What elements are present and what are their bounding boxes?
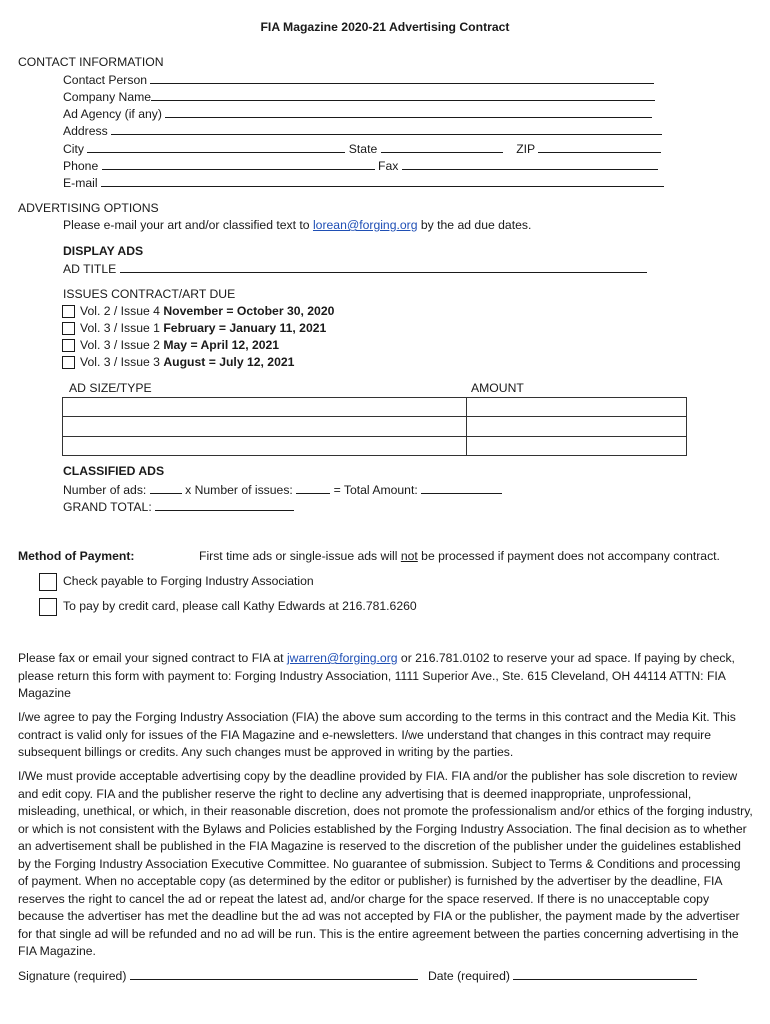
amount-cell[interactable] <box>467 437 686 455</box>
art-instruction <box>63 217 531 234</box>
phone-label: Phone <box>63 159 99 173</box>
city-state-zip-row <box>63 140 661 158</box>
issue-option <box>80 320 326 337</box>
payment-note-after: be processed if payment does not accompany contract. <box>417 549 720 563</box>
total-amount-field[interactable] <box>421 481 502 494</box>
num-issues-label: x Number of issues: <box>185 483 293 497</box>
table-row <box>63 398 686 416</box>
state-label: State <box>348 142 378 156</box>
pay-by-card-checkbox[interactable] <box>39 598 57 616</box>
issue-due: May = April 12, 2021 <box>163 338 280 352</box>
grand-total-field[interactable] <box>155 498 294 511</box>
fax-field[interactable] <box>402 157 658 170</box>
issues-heading: ISSUES CONTRACT/ART DUE <box>63 287 236 301</box>
date-label: Date (required) <box>427 969 510 983</box>
zip-field[interactable] <box>538 140 661 153</box>
city-label: City <box>63 142 84 156</box>
ad-title-row <box>63 260 647 278</box>
ad-size-cell[interactable] <box>63 437 467 455</box>
issue-option <box>80 337 279 354</box>
address-row <box>63 122 662 140</box>
ad-agency-row <box>63 105 652 123</box>
contact-person-field[interactable] <box>150 71 654 84</box>
issue-checkbox[interactable] <box>62 356 75 369</box>
ad-title-label: AD TITLE <box>63 262 117 276</box>
issue-checkbox[interactable] <box>62 305 75 318</box>
email-row <box>63 174 664 192</box>
payment-note-not: not <box>400 549 418 563</box>
issue-option <box>80 303 334 320</box>
ad-agency-field[interactable] <box>165 105 652 118</box>
amount-cell[interactable] <box>467 398 686 416</box>
issue-vol: Vol. 3 / Issue 3 <box>80 355 164 369</box>
ad-size-table <box>62 397 687 456</box>
ad-size-header: AD SIZE/TYPE <box>69 381 152 395</box>
payment-method-label: Method of Payment: <box>18 549 135 563</box>
issue-vol: Vol. 2 / Issue 4 <box>80 304 164 318</box>
fax-label: Fax <box>378 159 399 173</box>
company-name-row <box>63 88 655 106</box>
art-instruction-before: Please e-mail your art and/or classified text to <box>63 218 313 232</box>
payment-note-before: First time ads or single-issue ads will <box>199 549 401 563</box>
submission-after: or 216.781.0102 to reserve your ad space. If paying by check, please return this form with payment to: Forging Industry Association, 1111 Superior Ave., Ste. 615 Cleveland, OH 44114 ATTN: FIA Magazine <box>18 651 735 700</box>
table-row <box>63 436 686 455</box>
submission-paragraph <box>18 650 753 703</box>
contact-heading: CONTACT INFORMATION <box>18 55 164 69</box>
num-ads-field[interactable] <box>150 481 182 494</box>
company-name-label: Company Name <box>63 90 152 104</box>
issue-vol: Vol. 3 / Issue 1 <box>80 321 164 335</box>
table-row <box>63 416 686 435</box>
address-label: Address <box>63 124 108 138</box>
ad-size-cell[interactable] <box>63 417 467 435</box>
signature-row <box>18 967 697 985</box>
terms-paragraph: I/We must provide acceptable advertising copy by the deadline provided by FIA. FIA and/or the publisher has sole discretion to review and edit copy. FIA and the publisher reserve the right to decline any advertising that is deemed inappropriate, unprofessional, misleading, unethical, or which, in their reasonable discretion, does not promote the professionalism and/or ethics of the forging industry, or which is not consistent with the Bylaws and Policies established by the Forging Industry Association. The final decision as to whether an advertisement shall be published in the FIA Magazine is reserved to the discretion of the publisher under the guidelines established by the Forging Industry Association Executive Committee. No guarantee of submission. Subject to Terms & Conditions and processing of payment. When no acceptable copy (as determined by the editor or publisher) is furnished by the advertiser by the deadline, FIA reserves the right to cancel the ad or repeat the latest ad, and/or charge for the space reserved. If there is no unacceptable copy because the advertiser has met the deadline but the ad was not accepted by FIA or the publisher, the payment made by the advertiser for that single ad will be refunded and no ad will be run. This is the entire agreement between the parties concerning advertising in the FIA Magazine. <box>18 769 753 958</box>
phone-field[interactable] <box>102 157 375 170</box>
art-email-link[interactable]: lorean@forging.org <box>312 218 418 232</box>
issue-due: November = October 30, 2020 <box>163 304 335 318</box>
pay-by-check-checkbox[interactable] <box>39 573 57 591</box>
ad-title-field[interactable] <box>120 260 647 273</box>
submission-email-link[interactable]: jwarren@forging.org <box>286 651 398 665</box>
advertising-heading: ADVERTISING OPTIONS <box>18 201 159 215</box>
amount-header: AMOUNT <box>471 381 524 395</box>
amount-cell[interactable] <box>467 417 686 435</box>
pay-by-card-label: To pay by credit card, please call Kathy Edwards at 216.781.6260 <box>63 599 417 613</box>
contact-person-label: Contact Person <box>63 73 148 87</box>
city-field[interactable] <box>87 140 345 153</box>
issue-due: August = July 12, 2021 <box>163 355 295 369</box>
payment-note <box>199 548 720 565</box>
grand-total-row <box>63 498 294 516</box>
signature-field[interactable] <box>130 967 418 980</box>
submission-before: Please fax or email your signed contract to FIA at <box>18 651 287 665</box>
classified-ads-heading: CLASSIFIED ADS <box>63 464 165 478</box>
agreement-paragraph: I/we agree to pay the Forging Industry Association (FIA) the above sum according to the terms in this contract and the Media Kit. This contract is valid only for issues of the FIA Magazine and e-newsletters. I/we understand that changes in this contract may require subsequent billings or credits. Any such changes must be approved in writing by the parties. <box>18 710 736 759</box>
classified-calc-row <box>63 481 502 499</box>
issue-due: February = January 11, 2021 <box>163 321 327 335</box>
document-title: FIA Magazine 2020-21 Advertising Contract <box>260 20 510 34</box>
date-field[interactable] <box>513 967 697 980</box>
num-issues-field[interactable] <box>296 481 330 494</box>
grand-total-label: GRAND TOTAL: <box>63 500 152 514</box>
state-field[interactable] <box>381 140 503 153</box>
issue-vol: Vol. 3 / Issue 2 <box>80 338 164 352</box>
company-name-field[interactable] <box>151 88 655 101</box>
display-ads-heading: DISPLAY ADS <box>63 244 144 258</box>
pay-by-check-label: Check payable to Forging Industry Association <box>63 574 314 588</box>
email-label: E-mail <box>63 176 98 190</box>
issue-checkbox[interactable] <box>62 322 75 335</box>
num-ads-label: Number of ads: <box>63 483 147 497</box>
address-field[interactable] <box>111 122 662 135</box>
art-instruction-after: by the ad due dates. <box>417 218 532 232</box>
signature-label: Signature (required) <box>18 969 127 983</box>
issue-option <box>80 354 294 371</box>
ad-size-cell[interactable] <box>63 398 467 416</box>
total-amount-label: = Total Amount: <box>333 483 418 497</box>
contact-person-row <box>63 71 654 89</box>
zip-label: ZIP <box>516 142 535 156</box>
ad-agency-label: Ad Agency (if any) <box>63 107 162 121</box>
phone-fax-row <box>63 157 658 175</box>
issue-checkbox[interactable] <box>62 339 75 352</box>
email-field[interactable] <box>101 174 664 187</box>
